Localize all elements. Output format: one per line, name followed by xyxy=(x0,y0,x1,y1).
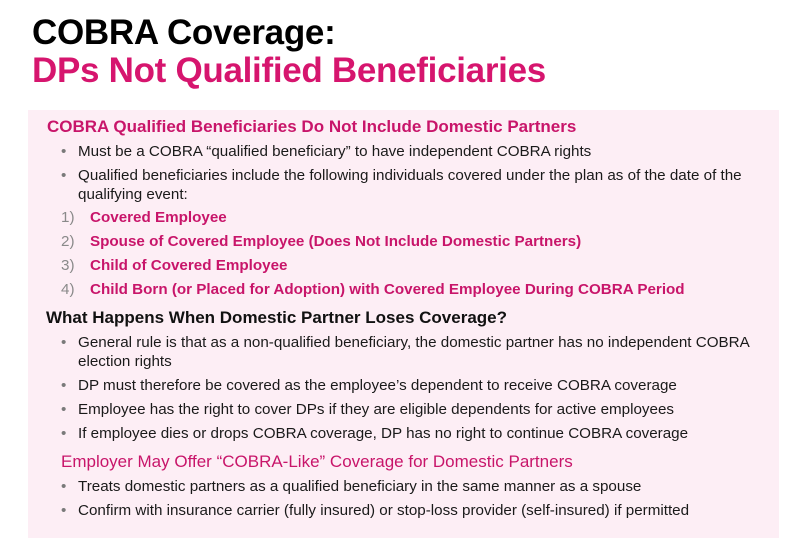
item-number: 1) xyxy=(61,209,75,226)
bullet-item xyxy=(47,424,787,443)
section-2-heading: What Happens When Domestic Partner Loses Coverage? xyxy=(46,308,507,327)
section-3-bullets xyxy=(47,477,787,520)
slide-title xyxy=(32,14,546,90)
bullet-text: If employee dies or drops COBRA coverage, DP has no right to continue COBRA coverage xyxy=(78,425,689,442)
bullet-text: Must be a COBRA “qualified beneficiary” to have independent COBRA rights xyxy=(78,143,592,160)
bullet-dot: • xyxy=(61,334,67,351)
qualified-beneficiaries-list xyxy=(47,208,787,299)
section-3-heading: Employer May Offer “COBRA-Like” Coverage for Domestic Partners xyxy=(61,452,573,471)
item-text: Spouse of Covered Employee (Does Not Include Domestic Partners) xyxy=(90,233,582,250)
item-text: Child Born (or Placed for Adoption) with Covered Employee During COBRA Period xyxy=(90,281,685,298)
bullet-item xyxy=(47,333,787,371)
bullet-item xyxy=(47,501,787,520)
bullet-dot: • xyxy=(61,425,67,442)
numbered-item xyxy=(47,232,787,251)
bullet-text: Treats domestic partners as a qualified beneficiary in the same manner as a spouse xyxy=(78,478,642,495)
bullet-item xyxy=(47,400,787,419)
title-line-2: DPs Not Qualified Beneficiaries xyxy=(32,51,546,90)
section-1-bullets xyxy=(47,142,787,204)
bullet-item xyxy=(47,376,787,395)
bullet-text: Employee has the right to cover DPs if they are eligible dependents for active employees xyxy=(78,401,675,418)
bullet-dot: • xyxy=(61,502,67,519)
bullet-item xyxy=(47,166,787,204)
item-number: 4) xyxy=(61,281,75,298)
content-body xyxy=(47,116,787,520)
item-text: Covered Employee xyxy=(90,209,227,226)
bullet-dot: • xyxy=(61,143,67,160)
item-number: 2) xyxy=(61,233,75,250)
bullet-dot: • xyxy=(61,377,67,394)
section-2-bullets xyxy=(47,333,787,443)
bullet-dot: • xyxy=(61,167,67,184)
bullet-item xyxy=(47,477,787,496)
bullet-dot: • xyxy=(61,401,67,418)
numbered-item xyxy=(47,208,787,227)
item-number: 3) xyxy=(61,257,75,274)
section-1-heading: COBRA Qualified Beneficiaries Do Not Include Domestic Partners xyxy=(47,117,577,136)
numbered-item xyxy=(47,256,787,275)
bullet-text: DP must therefore be covered as the employee’s dependent to receive COBRA coverage xyxy=(78,377,677,394)
bullet-text: Qualified beneficiaries include the following individuals covered under the plan as of the date of the qualifying event: xyxy=(78,167,742,203)
bullet-item xyxy=(47,142,787,161)
bullet-text: General rule is that as a non-qualified beneficiary, the domestic partner has no independent COBRA election rights xyxy=(78,334,749,370)
title-line-1: COBRA Coverage: xyxy=(32,13,336,52)
numbered-item xyxy=(47,280,787,299)
bullet-dot: • xyxy=(61,478,67,495)
bullet-text: Confirm with insurance carrier (fully insured) or stop-loss provider (self-insured) if permitted xyxy=(78,502,690,519)
item-text: Child of Covered Employee xyxy=(90,257,288,274)
